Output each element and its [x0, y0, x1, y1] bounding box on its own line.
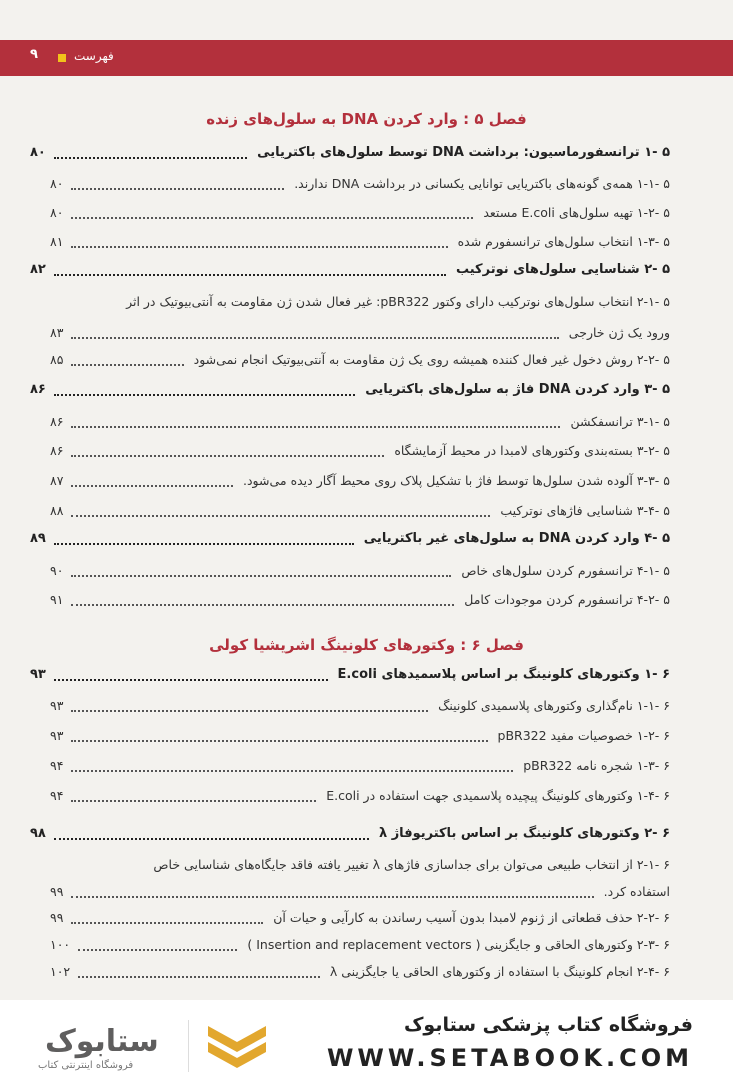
toc-entry-row [30, 857, 670, 879]
toc-entry-row [30, 234, 670, 256]
toc-entry-row [30, 205, 670, 227]
toc-leader-dots [78, 949, 237, 951]
toc-page-number: ۱۰۰ [50, 937, 71, 952]
toc-section-row [30, 667, 670, 689]
toc-page-number: ۸۷ [50, 473, 64, 488]
toc-page-number: ۹۳ [30, 667, 46, 682]
toc-section-row [30, 531, 670, 553]
toc-leader-dots [54, 157, 247, 159]
toc-leader-dots [71, 246, 447, 248]
toc-page-number: ۹۹ [50, 910, 64, 925]
toc-leader-dots [71, 217, 473, 219]
toc-page-number: ۹۳ [50, 698, 64, 713]
toc-leader-dots [71, 604, 454, 606]
toc-entry-title: ۵ -۳ وارد کردن DNA فاژ به سلول‌های باکتریایی [365, 382, 670, 397]
toc-entry-title: ۵ -۱-۲ تهیه سلول‌های E.coli مستعد [483, 205, 670, 220]
toc-entry-row [30, 884, 670, 906]
toc-section-row [30, 145, 670, 167]
toc-entry-title: ۵ -۲ شناسایی سلول‌های نوترکیب [455, 262, 670, 277]
toc-leader-dots [54, 394, 355, 396]
toc-page-number: ۹۴ [50, 758, 64, 773]
toc-entry-title: ۵ -۳-۴ شناسایی فاژهای نوترکیب [500, 503, 670, 518]
toc-leader-dots [71, 710, 428, 712]
toc-leader-dots [54, 838, 369, 840]
logo-tagline: فروشگاه اینترنتی کتاب [38, 1060, 134, 1071]
chapter-5-title: فصل ۵ : وارد کردن DNA به سلول‌های زنده [206, 110, 527, 128]
footer-divider [188, 1020, 189, 1072]
toc-page-number: ۹۳ [50, 728, 64, 743]
toc-page-number: ۸۵ [50, 352, 64, 367]
toc-entry-row [30, 937, 670, 959]
toc-entry-title: ۶ -۲-۱ از انتخاب طبیعی می‌توان برای جداسازی فاژهای λ تغییر یافته فاقد جایگاه‌های شناسایی خاص [153, 857, 670, 872]
toc-leader-dots [71, 922, 263, 924]
toc-entry-title: ۶ -۱-۲ خصوصیات مفید pBR322 [497, 728, 670, 743]
toc-leader-dots [71, 188, 284, 190]
toc-section-row [30, 262, 670, 284]
store-url[interactable]: WWW.SETABOOK.COM [326, 1044, 693, 1072]
page-number: ۹ [30, 47, 38, 62]
toc-entry-title: ۵ -۴-۲ ترانسفورم کردن موجودات کامل [464, 592, 670, 607]
toc-entry-title: ۵ -۴-۱ ترانسفورم کردن سلول‌های خاص [461, 563, 670, 578]
header-label: فهرست [74, 49, 114, 63]
toc-leader-dots [54, 274, 446, 276]
toc-leader-dots [71, 455, 384, 457]
toc-page-number: ۸۰ [50, 176, 64, 191]
toc-section-row [30, 826, 670, 848]
toc-entry-row [30, 788, 670, 810]
toc-leader-dots [71, 740, 487, 742]
toc-page-number: ۸۸ [50, 503, 64, 518]
toc-entry-title: ورود یک ژن خارجی [568, 325, 670, 340]
toc-page-number: ۹۰ [50, 563, 64, 578]
logo-wordmark: ستابوک [45, 1024, 159, 1059]
store-name: فروشگاه کتاب پزشکی ستابوک [403, 1014, 693, 1036]
toc-leader-dots [54, 679, 328, 681]
toc-entry-title: ۶ -۱-۴ وکتورهای کلونینگ پیچیده پلاسمیدی جهت استفاده در E.coli [326, 788, 670, 803]
toc-entry-row [30, 176, 670, 198]
toc-leader-dots [71, 515, 490, 517]
toc-entry-title: ۶ -۲-۴ انجام کلونینگ با استفاده از وکتورهای الحاقی یا جایگزینی λ [329, 964, 670, 979]
toc-entry-row [30, 503, 670, 525]
toc-entry-title: ۶ -۱-۱ نام‌گذاری وکتورهای پلاسمیدی کلونینگ [438, 698, 670, 713]
toc-entry-row [30, 563, 670, 585]
toc-entry-row [30, 352, 670, 374]
toc-leader-dots [54, 543, 354, 545]
toc-page-number: ۸۶ [50, 443, 64, 458]
toc-leader-dots [71, 485, 233, 487]
toc-entry-title: ۵ -۲-۱ انتخاب سلول‌های نوترکیب دارای وکتور pBR322: غیر فعال شدن ژن مقاومت به آنتی‌بیوتیک در اثر [126, 294, 670, 309]
chapter-6-title: فصل ۶ : وکتورهای کلونینگ اشریشیا کولی [209, 636, 524, 654]
toc-entry-row [30, 325, 670, 347]
toc-entry-row [30, 443, 670, 465]
toc-entry-title: ۶ -۲ وکتورهای کلونینگ بر اساس باکتریوفاژ λ [378, 826, 670, 841]
toc-entry-title: ۵ -۲-۲ روش دخول غیر فعال کننده همیشه روی یک ژن مقاومت به آنتی‌بیوتیک انجام نمی‌شود [193, 352, 670, 367]
toc-leader-dots [71, 800, 316, 802]
toc-page-number: ۸۰ [30, 145, 46, 160]
toc-page-number: ۸۰ [50, 205, 64, 220]
toc-page-number: ۹۱ [50, 592, 64, 607]
toc-entry-title: ۵ -۳-۳ آلوده شدن سلول‌ها توسط فاژ با تشکیل پلاک روی محیط آگار دیده می‌شود. [243, 473, 670, 488]
toc-page-number: ۸۹ [30, 531, 46, 546]
toc-page-number: ۹۸ [30, 826, 46, 841]
toc-entry-title: ۶ -۱-۳ شجره نامه pBR322 [523, 758, 670, 773]
toc-leader-dots [71, 770, 513, 772]
toc-entry-title: ۵ -۱ ترانسفورماسیون: برداشت DNA توسط سلول‌های باکتریایی [257, 145, 670, 160]
toc-entry-title: ۵ -۳-۱ ترانسفکشن [570, 414, 670, 429]
toc-leader-dots [71, 575, 451, 577]
toc-page-number: ۸۱ [50, 234, 64, 249]
toc-entry-row [30, 910, 670, 932]
toc-page-number: ۸۶ [50, 414, 64, 429]
toc-entry-row [30, 592, 670, 614]
toc-section-row [30, 382, 670, 404]
toc-entry-title: ۵ -۱-۳ انتخاب سلول‌های ترانسفورم شده [457, 234, 670, 249]
toc-leader-dots [78, 976, 320, 978]
toc-leader-dots [71, 426, 560, 428]
toc-leader-dots [71, 896, 593, 898]
toc-entry-row [30, 758, 670, 780]
toc-page-number: ۹۹ [50, 884, 64, 899]
toc-entry-row [30, 698, 670, 720]
toc-entry-row [30, 414, 670, 436]
toc-entry-row [30, 473, 670, 495]
toc-leader-dots [71, 337, 558, 339]
toc-entry-title: استفاده کرد. [603, 884, 670, 899]
toc-entry-row [30, 294, 670, 316]
toc-page-number: ۸۲ [30, 262, 46, 277]
toc-entry-title: ۵ -۳-۲ بسته‌بندی وکتورهای لامبدا در محیط آزمایشگاه [394, 443, 670, 458]
toc-entry-row [30, 728, 670, 750]
toc-entry-title: ۵ -۱-۱ همه‌ی گونه‌های باکتریایی توانایی یکسانی در برداشت DNA ندارند. [294, 176, 670, 191]
toc-entry-title: ۵ -۴ وارد کردن DNA به سلول‌های غیر باکتریایی [363, 531, 670, 546]
toc-page-number: ۸۶ [30, 382, 46, 397]
toc-page-number: ۸۳ [50, 325, 64, 340]
toc-page-number: ۹۴ [50, 788, 64, 803]
toc-entry-row [30, 964, 670, 986]
toc-leader-dots [71, 364, 183, 366]
header-marker [58, 54, 66, 62]
toc-entry-title: ۶ -۲-۳ وکتورهای الحاقی و جایگزینی ( Insertion and replacement vectors ) [247, 937, 670, 952]
toc-entry-title: ۶ -۱ وکتورهای کلونینگ بر اساس پلاسمیدهای E.coli [337, 667, 670, 682]
toc-page-number: ۱۰۲ [50, 964, 71, 979]
toc-entry-title: ۶ -۲-۲ حذف قطعاتی از ژنوم لامبدا بدون آسیب رساندن به کارآیی و حیات آن [273, 910, 670, 925]
book-logo-icon [204, 1020, 270, 1074]
